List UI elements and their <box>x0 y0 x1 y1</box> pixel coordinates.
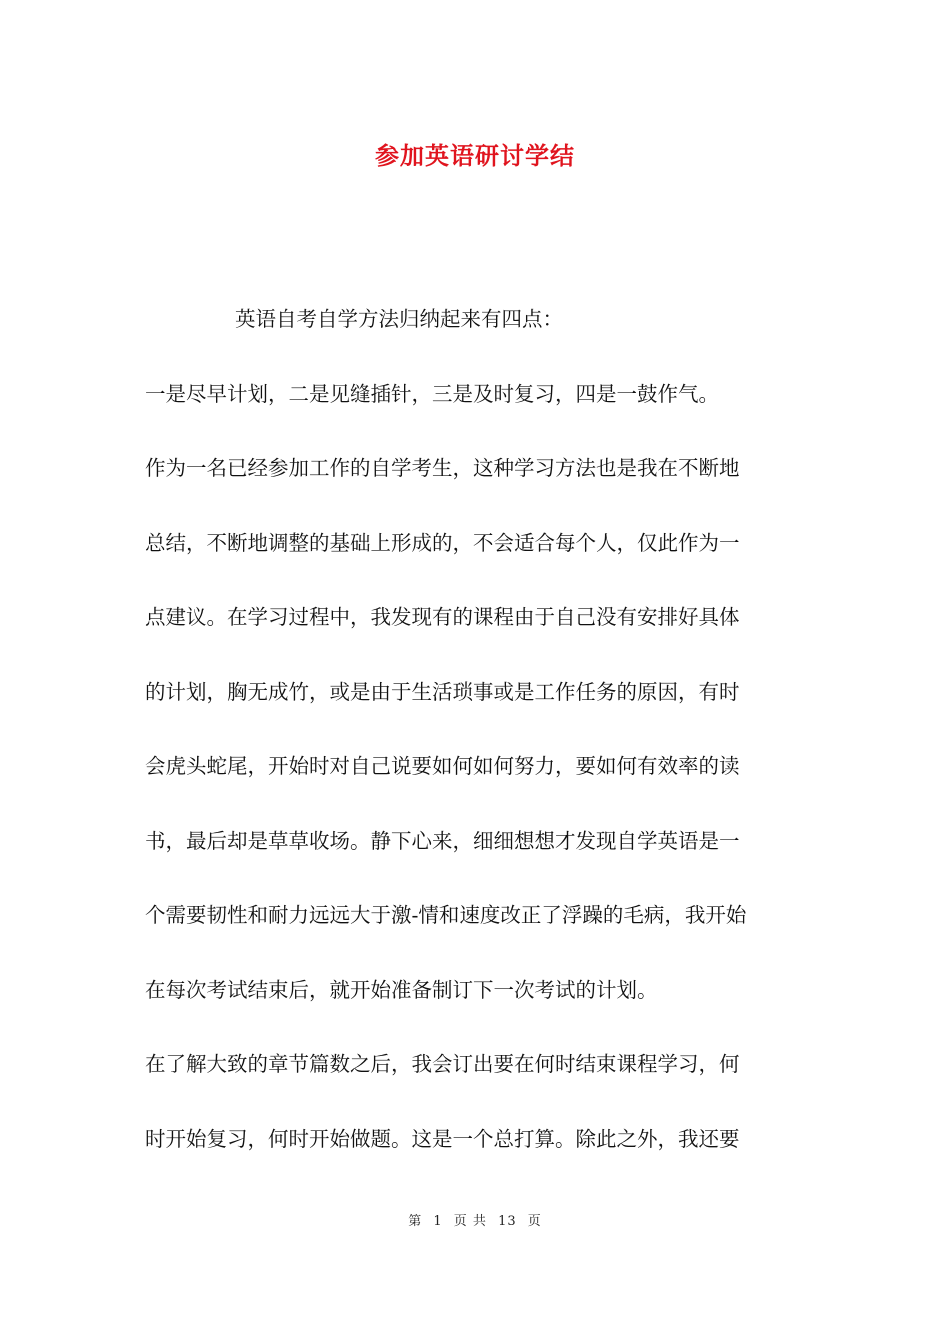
page-footer <box>0 1210 950 1229</box>
body-line: 个需要韧性和耐力远远大于激-情和速度改正了浮躁的毛病，我开始 <box>145 903 747 927</box>
document-body <box>145 282 810 1176</box>
body-line: 在了解大致的章节篇数之后，我会订出要在何时结束课程学习，何 <box>145 1052 740 1076</box>
current-page-number: 1 <box>433 1214 443 1229</box>
body-line: 的计划，胸无成竹，或是由于生活琐事或是工作任务的原因，有时 <box>145 679 740 704</box>
body-line: 时开始复习，何时开始做题。这是一个总打算。除此之外，我还要 <box>145 1126 740 1151</box>
body-line: 总结，不断地调整的基础上形成的，不会适合每个人，仅此作为一 <box>145 530 740 555</box>
body-line: 英语自考自学方法归纳起来有四点： <box>235 307 563 331</box>
body-line: 作为一名已经参加工作的自学考生，这种学习方法也是我在不断地 <box>145 456 740 480</box>
footer-prefix: 第 <box>408 1214 423 1229</box>
footer-middle: 页 共 <box>453 1214 487 1229</box>
footer-suffix: 页 <box>527 1214 542 1229</box>
document-title: 参加英语研讨学结 <box>375 141 575 170</box>
body-line: 点建议。在学习过程中，我发现有的课程由于自己没有安排好具体 <box>145 605 740 629</box>
body-line: 书，最后却是草草收场。静下心来，细细想想才发现自学英语是一 <box>145 828 740 853</box>
total-page-count: 13 <box>498 1214 517 1229</box>
body-line: 会虎头蛇尾，开始时对自己说要如何如何努力，要如何有效率的读 <box>145 754 740 778</box>
body-line: 一是尽早计划，二是见缝插针，三是及时复习，四是一鼓作气。 <box>145 381 719 406</box>
body-line: 在每次考试结束后，就开始准备制订下一次考试的计划。 <box>145 977 658 1002</box>
